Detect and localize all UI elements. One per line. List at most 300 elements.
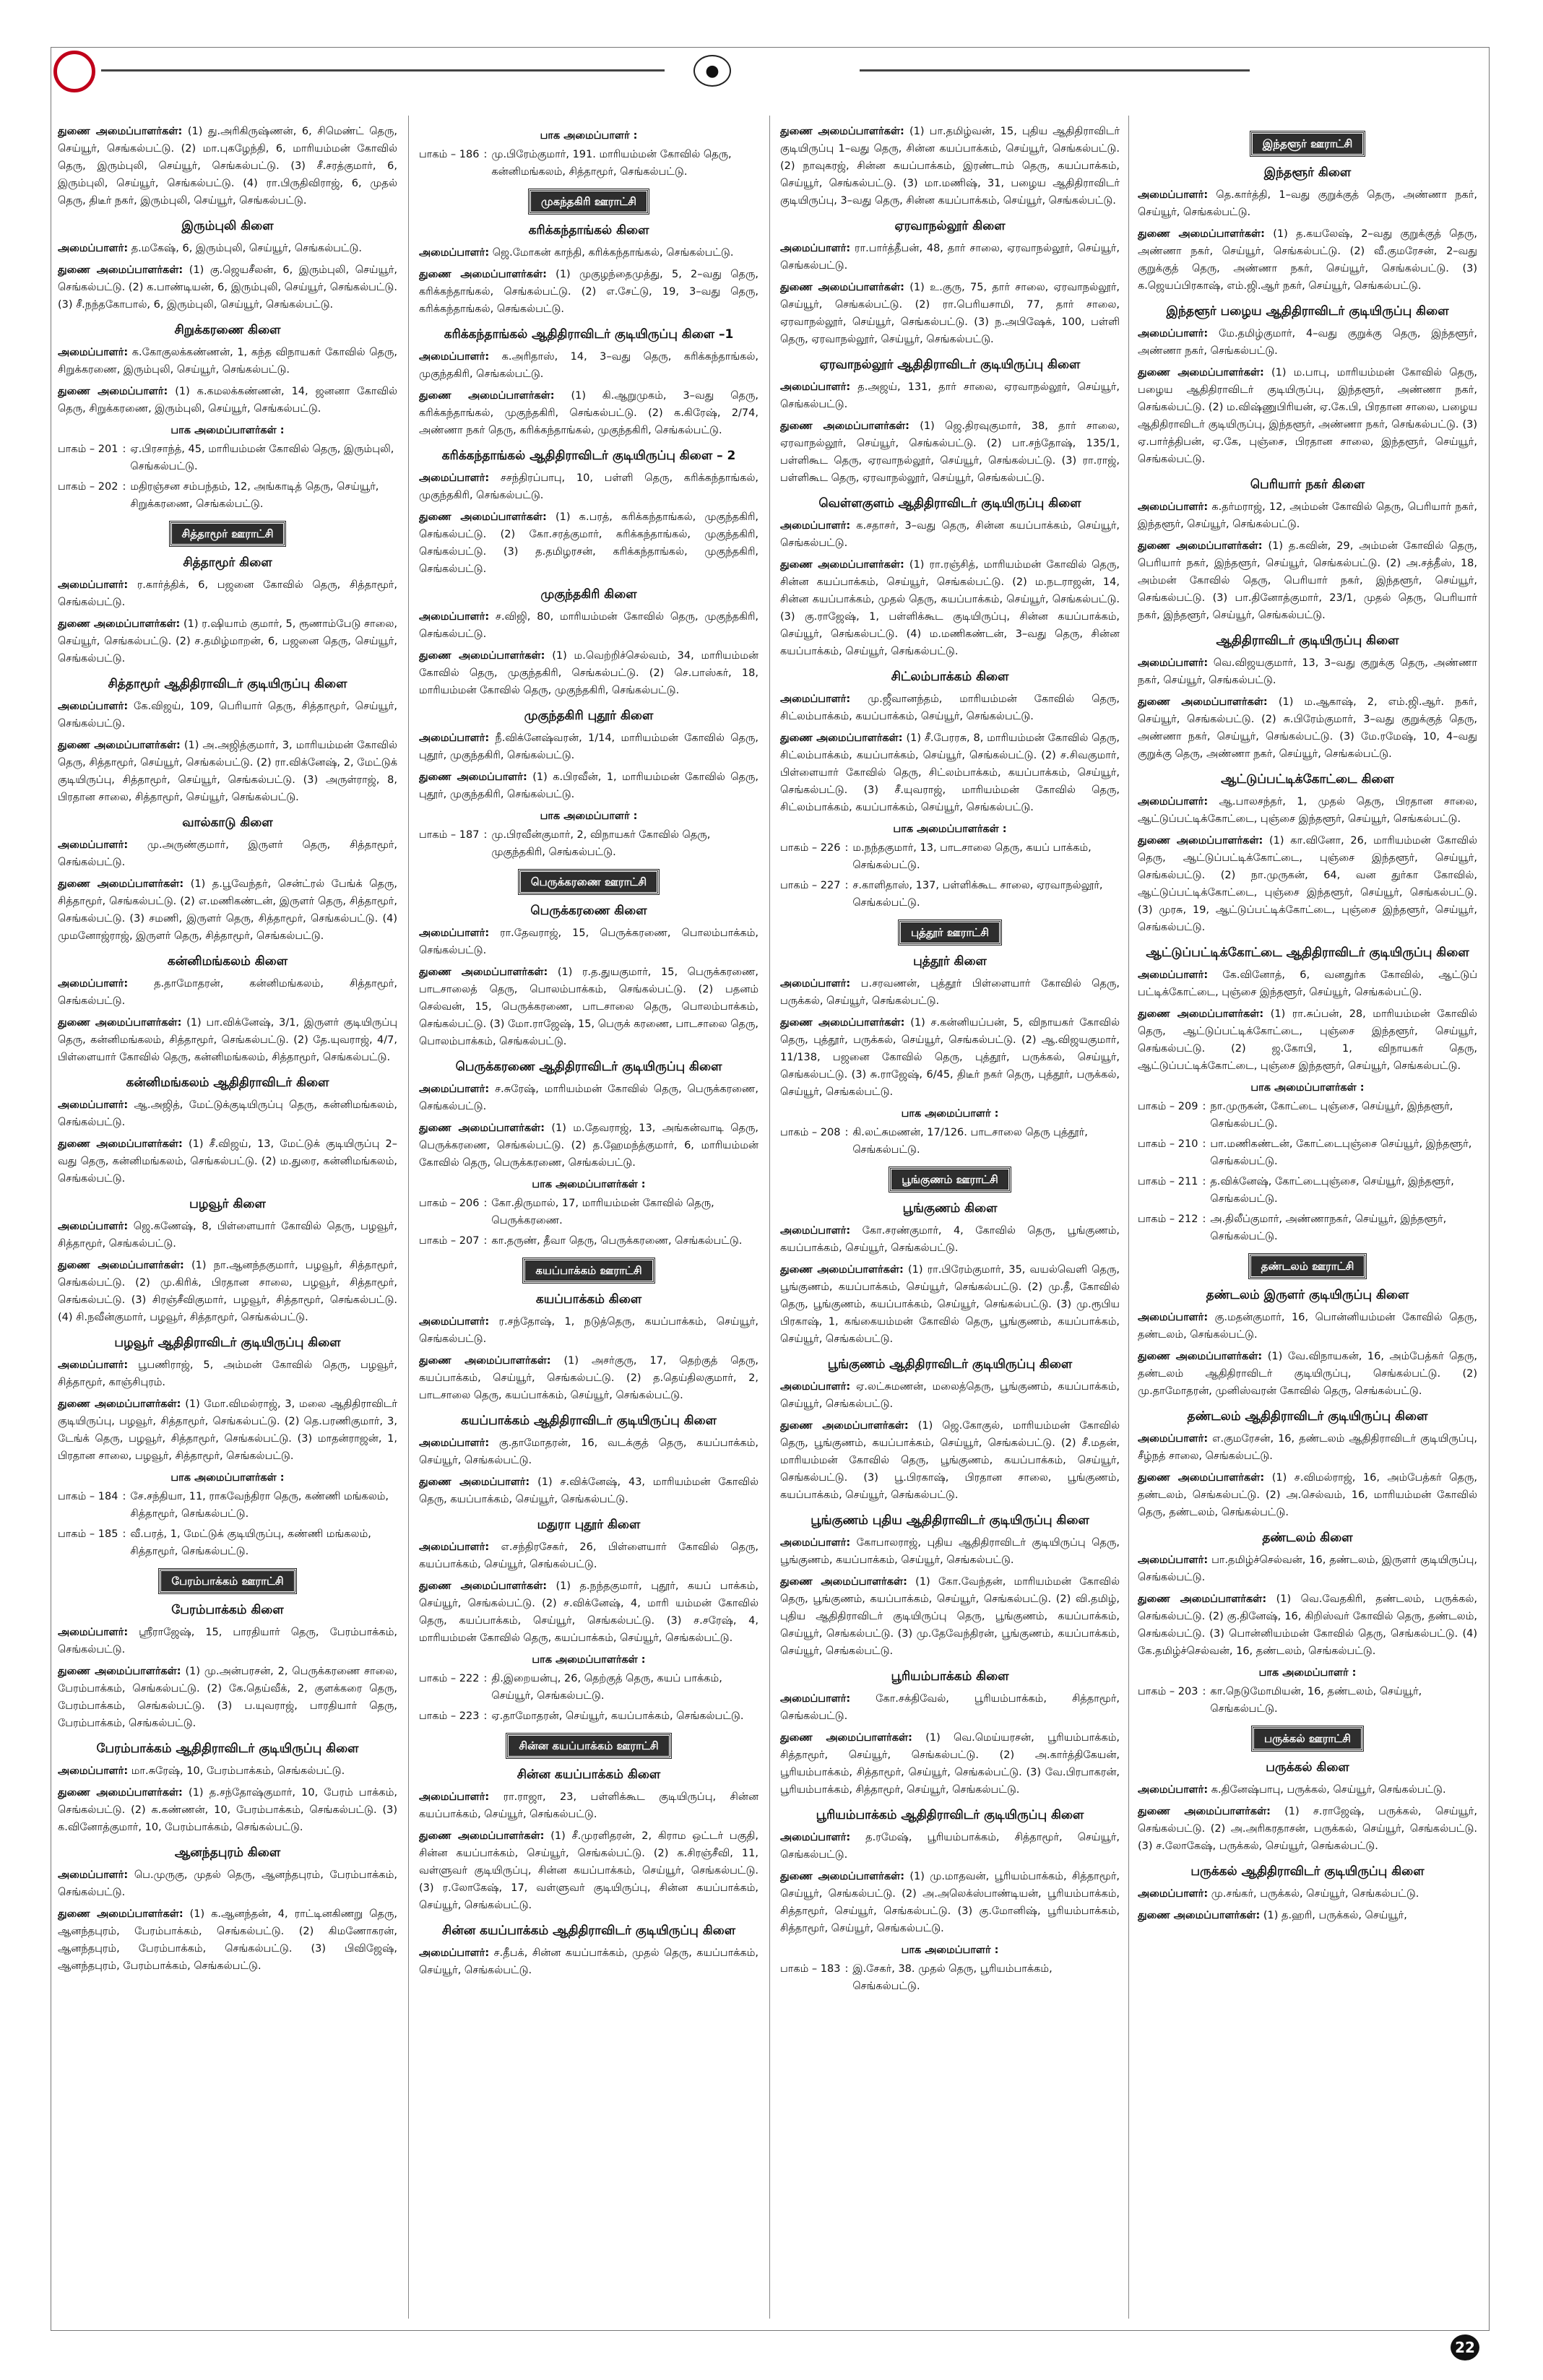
booth-colon: :: [1202, 1101, 1206, 1112]
role-label: அமைப்பாளர்:: [1138, 1554, 1209, 1566]
organizer-details: (1) ர.த.துயகுமார், 15, பெருக்கரணை, பாடசாலைத் தெரு, பொலம்பாக்கம், செங்கல்பட்டு. (2) பதனம் செல்வன், 15, பெருக்கரணை, பாடசாலை தெரு, பொலம்பாக்கம், செங்கல்பட்டு. (3) மோ.ராஜேஷ், 15, பெருக் கரணை, பாடசாலை தெரு, பொலம்பாக்கம், செங்கல்பட்டு.: [419, 966, 758, 1047]
booth-number: பாகம் – 187: [419, 829, 480, 841]
role-label: அமைப்பாளர்:: [780, 1381, 851, 1393]
organizer-entry: [419, 1435, 758, 1469]
organizer-details: பூபணிராஜ், 5, அம்மன் கோவில் தெரு, பழவூர், சித்தாமூர், காஞ்சிபுரம்.: [58, 1359, 397, 1388]
organizer-details: (1) வே.விநாயகன், 16, அம்பேத்கர் தெரு, தண்டலம் ஆதிதிராவிடர் குடியிருப்பு, செங்கல்பட்டு. (2) மு.தாமோதரன், முனிஸ்வரன் கோவில் தெரு, செங்கல்பட்டு.: [1138, 1351, 1477, 1397]
role-label: துணை அமைப்பாளர்கள்:: [58, 1787, 183, 1799]
booth-entry: [780, 1960, 1120, 1995]
organizer-entry: [419, 348, 758, 383]
booth-entry: [1138, 1683, 1477, 1718]
booth-organizer-details: கி.லட்சுமணன், 17/126. பாடசாலை தெரு புத்தூர், செங்கல்பட்டு.: [852, 1127, 1088, 1156]
organizer-details: கு.மதன்குமார், 16, பொன்னியம்மன் கோவில் தெரு, தண்டலம், செங்கல்பட்டு.: [1138, 1312, 1477, 1341]
organizer-details: (1) த.கயலேஷ், 2–வது குறுக்குத் தெரு, அண்ணா நகர், செய்யூர், செங்கல்பட்டு. (2) வீ.குமரேசன், 2–வது குறுக்குத் தெரு, அண்ணா நகர், செய்யூர், செங்கல்பட்டு. (3) க.ஜெயப்பிரகாஷ், எம்.ஜி.ஆர் நகர், செய்யூர், செங்கல்பட்டு.: [1138, 228, 1477, 292]
organizer-entry: [58, 1784, 397, 1836]
organizer-details: மா.சுரேஷ், 10, பேரம்பாக்கம், செங்கல்பட்டு.: [131, 1765, 345, 1777]
organizer-entry: [58, 123, 397, 209]
booth-colon: :: [483, 149, 488, 160]
booth-organizer-details: ச.காளிதாஸ், 137, பள்ளிக்கூட சாலை, ஏரவாநல்லூர், செங்கல்பட்டு.: [852, 880, 1103, 909]
organizer-entry: [780, 691, 1120, 725]
organizer-entry: [1138, 1781, 1477, 1799]
branch-heading: இரும்புலி கிளை: [181, 219, 274, 233]
role-label: துணை அமைப்பாளர்கள்:: [780, 559, 904, 571]
organizer-details: ச.விஜி, 80, மாரியம்மன் கோவில் தெரு, முகுந்தகிரி, செங்கல்பட்டு.: [419, 611, 758, 640]
organizer-entry: [58, 1356, 397, 1391]
booth-entry: [58, 478, 397, 513]
role-label: அமைப்பாளர்:: [780, 243, 851, 254]
organizer-details: (1) ர.ஷியாம் குமார், 5, ரூணாம்பேடு சாலை, செய்யூர், செங்கல்பட்டு. (2) ச.தமிழ்மாறன், 6, பஜனை தெரு, செய்யூர், செங்கல்பட்டு.: [58, 618, 397, 665]
organizer-details: (1) நா.ஆனந்தகுமார், பழவூர், சித்தாமூர், செங்கல்பட்டு. (2) மு.கிரிக், பிரதான சாலை, பழவூர், சித்தாமூர், செங்கல்பட்டு. (3) சிரஞ்சீவிகுமார், பழவூர், சித்தாமூர், செங்கல்பட்டு. (4) சி.நவீன்குமார், பழவூர், சித்தாமூர், செங்கல்பட்டு.: [58, 1260, 397, 1323]
role-label: அமைப்பாளர்:: [58, 701, 129, 712]
organizer-entry: [419, 1944, 758, 1979]
organizer-entry: [780, 556, 1120, 660]
organizer-details: ர.கார்த்திக், 6, பஜனை கோவில் தெரு, சித்தாமூர், செங்கல்பட்டு.: [58, 579, 397, 608]
organizer-entry: [58, 1014, 397, 1066]
branch-heading: சின்ன கயப்பாக்கம் கிளை: [517, 1767, 661, 1782]
organizer-details: (1) த.ஹரி, பருக்கல், செய்யூர்,: [1263, 1910, 1407, 1921]
organizer-details: (1) மோ.விமல்ராஜ், 3, மலை ஆதிதிராவிடர் குடியிருப்பு, பழவூர், சித்தாமூர், செங்கல்பட்டு. (2) தெ.பரணிகுமார், 3, டேங்க் தெரு, பழவூர், சித்தாமூர், செங்கல்பட்டு. (3) மாதன்ராஜன், 1, பிரதான சாலை, பழவூர், சித்தாமூர், செங்கல்பட்டு.: [58, 1398, 397, 1462]
organizer-details: பா.தமிழ்ச்செல்வன், 16, தண்டலம், இருளர் குடியிருப்பு, செங்கல்பட்டு.: [1138, 1554, 1477, 1583]
panchayat-section-banner: பருக்கல் ஊராட்சி: [1252, 1726, 1363, 1751]
header-rule-left: [101, 69, 665, 72]
booth-organizer-details: அ.திலீப்குமார், அண்ணாநகர், செய்யூர், இந்தளூர், செங்கல்பட்டு.: [1210, 1213, 1447, 1242]
branch-heading: ஆனந்தபுரம் கிளை: [174, 1845, 281, 1860]
branch-heading: ஏரவாநல்லூர் கிளை: [894, 219, 1006, 233]
role-label: அமைப்பாளர்:: [58, 978, 129, 990]
organizer-details: ரா.தேவராஜ், 15, பெருக்கரணை, பொலம்பாக்கம், செங்கல்பட்டு.: [419, 927, 758, 956]
role-label: அமைப்பாளர்:: [58, 243, 129, 254]
branch-heading: தண்டலம் கிளை: [1262, 1531, 1353, 1545]
booth-colon: :: [122, 1491, 126, 1502]
organizer-entry: [1138, 498, 1477, 533]
organizer-entry: [780, 1417, 1120, 1504]
booth-colon: :: [1202, 1686, 1206, 1697]
organizer-entry: [419, 1120, 758, 1172]
page-number: 22: [1451, 2334, 1479, 2360]
organizer-entry: [780, 1573, 1120, 1660]
organizer-details: (1) ச.விமல்ராஜ், 16, அம்பேத்கர் தெரு, தண்டலம், செங்கல்பட்டு. (2) அ.செல்வம், 16, மாரியம்மன் கோவில் தெரு, தண்டலம், செங்கல்பட்டு.: [1138, 1472, 1477, 1518]
role-label: துணை அமைப்பாளர்கள்:: [1138, 540, 1263, 552]
organizer-details: (1) த.பூவேந்தர், சென்ட்ரல் பேங்க் தெரு, சித்தாமூர், செங்கல்பட்டு. (2) எ.மணிகண்டன், இருளர் தெரு, சித்தாமூர், செங்கல்பட்டு. (3) சமணி, இருளர் தெரு, சித்தாமூர், செங்கல்பட்டு. (4) முமனோஜ்ராஜ், இருளர் தெரு, சித்தாமூர், செங்கல்பட்டு.: [58, 878, 397, 942]
role-label: துணை அமைப்பாளர்கள்:: [419, 1355, 551, 1367]
branch-heading: ஆட்டுப்பட்டிக்கோட்டை கிளை: [1221, 772, 1394, 787]
role-label: துணை அமைப்பாளர்கள்:: [1138, 1593, 1267, 1605]
organizer-details: எ.குமரேசன், 16, தண்டலம் ஆதிதிராவிடர் குடியிருப்பு, சீழ்நத் சாலை, செங்கல்பட்டு.: [1138, 1433, 1477, 1462]
organizer-details: ஜெ.மோகன் காந்தி, கரிக்கந்தாங்கல், செங்கல்பட்டு.: [492, 247, 734, 259]
booth-number: பாகம் – 202: [58, 481, 118, 493]
branch-heading: இந்தளூர் பழைய ஆதிதிராவிடர் குடியிருப்பு கிளை: [1166, 304, 1449, 319]
role-label: அமைப்பாளர்:: [419, 732, 490, 744]
organizer-entry: [419, 1539, 758, 1573]
organizer-details: (1) ரா.ரஞ்சித், மாரியம்மன் கோவில் தெரு, சின்ன கயப்பாக்கம், செய்யூர், செங்கல்பட்டு. (2) ம.நடராஜன், 14, சின்ன கயப்பாக்கம், முதல் தெரு, கயப்பாக்கம், செய்யூர், செங்கல்பட்டு. (3) கு.ராஜேஷ், 1, பள்ளிக்கூட குடியிருப்பு, சின்ன கயப்பாக்கம், செய்யூர், செங்கல்பட்டு. (4) ம.மணிகண்டன், 3–வது தெரு, சின்ன கயப்பாக்கம், செய்யூர், செங்கல்பட்டு.: [780, 559, 1120, 657]
organizer-entry: [419, 244, 758, 261]
organizer-entry: [1138, 325, 1477, 360]
branch-heading: பருக்கல் ஆதிதிராவிடர் குடியிருப்பு கிளை: [1190, 1864, 1425, 1879]
booth-organizers-subheading: பாக அமைப்பாளர்கள் :: [170, 425, 285, 436]
organizer-details: தெ.கார்த்தி, 1–வது குறுக்குத் தெரு, அண்ணா நகர், செய்யூர், செங்கல்பட்டு.: [1138, 189, 1477, 218]
role-label: துணை அமைப்பாளர்கள்:: [58, 264, 183, 276]
role-label: துணை அமைப்பாளர்கள்:: [1138, 1351, 1263, 1362]
role-label: துணை அமைப்பாளர்:: [58, 386, 168, 397]
booth-number: பாகம் – 208: [780, 1127, 841, 1138]
organizer-entry: [58, 875, 397, 945]
role-label: துணை அமைப்பாளர்கள்:: [419, 966, 548, 978]
booth-organizer-details: இ.சேகர், 38. முதல் தெரு, பூரியம்பாக்கம், செங்கல்பட்டு.: [852, 1963, 1053, 1992]
role-label: துணை அமைப்பாளர்கள்:: [1138, 1008, 1264, 1020]
booth-organizer-details: கா.தருண், தீவா தெரு, பெருக்கரணை, செங்கல்பட்டு.: [491, 1235, 743, 1247]
branch-heading: பெரியார் நகர் கிளை: [1250, 477, 1365, 492]
organizer-entry: [780, 240, 1120, 274]
organizer-entry: [780, 1261, 1120, 1348]
organizer-details: ஸ்ரீராஜேஷ், 15, பாரதியார் தெரு, பேரம்பாக்கம், செங்கல்பட்டு.: [58, 1627, 397, 1656]
branch-heading: பூங்குணம் ஆதிதிராவிடர் குடியிருப்பு கிளை: [827, 1357, 1073, 1372]
organizer-entry: [419, 1827, 758, 1914]
role-label: துணை அமைப்பாளர்கள்:: [780, 1017, 905, 1029]
role-label: அமைப்பாளர்:: [780, 520, 851, 532]
booth-organizer-details: மு.பிரவீன்குமார், 2, விநாயகர் கோவில் தெரு, முகுந்தகிரி, செங்கல்பட்டு.: [491, 829, 711, 858]
organizer-details: த.அஜய், 131, தார் சாலை, ஏரவாநல்லூர், செய்யூர், செங்கல்பட்டு.: [780, 381, 1120, 410]
organizer-details: த.மகேஷ், 6, இரும்புலி, செய்யூர், செங்கல்பட்டு.: [131, 243, 363, 254]
role-label: துணை அமைப்பாளர்கள்:: [1138, 1806, 1271, 1817]
booth-entry: [1138, 1135, 1477, 1170]
booth-entry: [780, 839, 1120, 874]
branch-heading: முகுந்தகிரி புதூர் கிளை: [524, 709, 654, 723]
booth-entry: [419, 826, 758, 861]
role-label: அமைப்பாளர்:: [780, 1225, 851, 1237]
role-label: அமைப்பாளர்:: [419, 1947, 490, 1959]
booth-colon: :: [1202, 1176, 1206, 1187]
booth-organizer-details: தி.இறையன்பு, 26, தெற்குத் தெரு, கயப் பாக்கம், செய்யூர், செங்கல்பட்டு.: [491, 1673, 722, 1702]
role-label: துணை அமைப்பாளர்கள்:: [1138, 696, 1268, 708]
organizer-entry: [419, 647, 758, 699]
booth-organizer-details: மு.பிரேம்குமார், 191. மாரியம்மன் கோவில் தெரு, கன்னிமங்கலம், சித்தாமூர், செங்கல்பட்டு.: [491, 149, 732, 178]
organizer-details: (1) மு.அன்பரசன், 2, பெருக்கரணை சாலை, பேரம்பாக்கம், செங்கல்பட்டு. (2) கே.தெய்வீக், 2, குளக்கரை தெரு, பேரம்பாக்கம், செங்கல்பட்டு. (3) ப.யுவராஜ், பாரதியார் தெரு, பேரம்பாக்கம், செங்கல்பட்டு.: [58, 1666, 397, 1729]
role-label: அமைப்பாளர்:: [419, 472, 490, 484]
booth-entry: [58, 1488, 397, 1523]
booth-organizers-subheading: பாக அமைப்பாளர் :: [540, 810, 638, 822]
branch-heading: வால்காடு கிளை: [182, 815, 273, 830]
booth-colon: :: [483, 1710, 488, 1722]
role-label: அமைப்பாளர்:: [1138, 189, 1209, 201]
organizer-entry: [419, 1313, 758, 1348]
role-label: துணை அமைப்பாளர்கள்:: [58, 618, 181, 630]
organizer-details: (1) ரா.பிரேம்குமார், 35, வயல்வெளி தெரு, பூங்குணம், கயப்பாக்கம், செய்யூர், செங்கல்பட்டு. (2) மு.தீ, கோவில் தெரு, பூங்குணம், கயப்பாக்கம், செய்யூர், செங்கல்பட்டு. (3) மு.ரூபிய பிரகாஷ், 1, கங்கையம்மன் கோவில் தெரு, பூங்குணம், கயப்பாக்கம், செய்யூர், செங்கல்பட்டு.: [780, 1264, 1120, 1345]
panchayat-section-banner: தண்டலம் ஊராட்சி: [1249, 1254, 1367, 1278]
organizer-details: (1) க.கமலக்கண்ணன், 14, ஜனனா கோவில் தெரு, சிறுக்கரணை, இரும்புலி, செய்யூர், செங்கல்பட்டு.: [58, 386, 397, 415]
booth-colon: :: [122, 1528, 126, 1540]
organizer-entry: [419, 387, 758, 439]
booth-colon: :: [844, 880, 849, 891]
role-label: அமைப்பாளர்:: [1138, 657, 1209, 669]
branch-heading: தண்டலம் ஆதிதிராவிடர் குடியிருப்பு கிளை: [1187, 1409, 1428, 1424]
role-label: அமைப்பாளர்:: [1138, 969, 1209, 981]
booth-organizer-details: ம.நந்தகுமார், 13, பாடசாலை தெரு, கயப் பாக்கம், செங்கல்பட்டு.: [852, 842, 1092, 871]
organizer-entry: [58, 615, 397, 667]
booth-number: பாகம் – 227: [780, 880, 841, 891]
organizer-details: ஜெ.கணேஷ், 8, பிள்ளையார் கோவில் தெரு, பழவூர், சித்தாமூர், செங்கல்பட்டு.: [58, 1221, 397, 1250]
role-label: துணை அமைப்பாளர்கள்:: [58, 126, 183, 137]
branch-heading: சித்தாமூர் ஆதிதிராவிடர் குடியிருப்பு கிளை: [108, 677, 347, 691]
booth-colon: :: [844, 842, 849, 854]
organizer-entry: [780, 517, 1120, 552]
organizer-entry: [1138, 1591, 1477, 1660]
organizer-entry: [1138, 966, 1477, 1001]
role-label: துணை அமைப்பாளர்கள்:: [58, 1138, 183, 1150]
role-label: அமைப்பாளர்:: [1138, 1312, 1209, 1323]
organizer-entry: [1138, 693, 1477, 763]
organizer-entry: [780, 1534, 1120, 1569]
organizer-details: சசந்திரப்பாபு, 10, பள்ளி தெரு, கரிக்கந்தாங்கல், முகுந்தகிரி, செங்கல்பட்டு.: [419, 472, 758, 501]
organizer-entry: [419, 509, 758, 578]
branch-heading: சிறுக்கரணை கிளை: [174, 323, 281, 337]
role-label: துணை அமைப்பாளர்கள்:: [58, 1260, 184, 1271]
booth-colon: :: [1202, 1213, 1206, 1225]
organizer-details: கோ.சக்திவேல், பூரியம்பாக்கம், சித்தாமூர், செங்கல்பட்டு.: [780, 1693, 1120, 1722]
organizer-entry: [1138, 537, 1477, 624]
branch-heading: பருக்கல் கிளை: [1266, 1760, 1349, 1775]
organizer-entry: [58, 1135, 397, 1187]
booth-organizer-details: சே.சந்தியா, 11, ராகவேந்திரா தெரு, கண்ணி மங்கலம், சித்தாமூர், செங்கல்பட்டு.: [130, 1491, 389, 1520]
organizer-details: (1) வெ.வேதகிரி, தண்டலம், பருக்கல், செங்கல்பட்டு. (2) கு.தினேஷ், 16, கிறிஸ்வர் கோவில் தெரு, தண்டலம், செங்கல்பட்டு. (3) பொன்னியம்மன் கோவில் தெரு, செங்கல்பட்டு. (4) கே.தமிழ்ச்செல்வன், 16, தண்டலம், செங்கல்பட்டு.: [1138, 1593, 1477, 1657]
organizer-entry: [780, 975, 1120, 1010]
role-label: அமைப்பாளர்:: [58, 579, 129, 591]
branch-heading: மதுரா புதூர் கிளை: [537, 1518, 641, 1532]
organizer-details: ரா.பார்த்தீபன், 48, தார் சாலை, ஏரவாநல்லூர், செய்யூர், செங்கல்பட்டு.: [780, 243, 1120, 272]
booth-colon: :: [122, 443, 126, 455]
booth-number: பாகம் – 209: [1138, 1101, 1198, 1112]
organizer-entry: [780, 378, 1120, 413]
role-label: அமைப்பாளர்:: [780, 1693, 851, 1705]
role-label: அமைப்பாளர்:: [58, 839, 129, 851]
role-label: அமைப்பாளர்:: [419, 1316, 490, 1328]
organizer-entry: [419, 1578, 758, 1647]
booth-organizer-details: வீ.பரத், 1, மேட்டுக் குடியிருப்பு, கண்ணி மங்கலம், சித்தாமூர், செங்கல்பட்டு.: [130, 1528, 371, 1557]
branch-heading: சித்தாமூர் கிளை: [183, 555, 272, 570]
organizer-entry: [1138, 1552, 1477, 1586]
role-label: அமைப்பாளர்:: [1138, 1784, 1209, 1796]
branch-heading: கன்னிமங்கலம் ஆதிதிராவிடர் கிளை: [126, 1076, 329, 1090]
organizer-details: க.கோகுலக்கண்ணன், 1, கந்த விநாயகர் கோவில் தெரு, சிறுக்கரணை, இரும்புலி, செய்யூர், செங்கல்பட்டு.: [58, 347, 397, 376]
organizer-details: (1) சீ.பேரரசு, 8, மாரியம்மன் கோவில் தெரு, சிட்லம்பாக்கம், கயப்பாக்கம், செய்யூர், செங்கல்பட்டு. (2) ச.சிவகுமார், பிள்ளையார் கோவில் தெரு, சிட்லம்பாக்கம், கயப்பாக்கம், செய்யூர், செங்கல்பட்டு. (3) சீ.யுவராஜ், மாரியம்மன் கோவில் தெரு, சிட்லம்பாக்கம், கயப்பாக்கம், செய்யூர், செங்கல்பட்டு.: [780, 732, 1120, 813]
organizer-entry: [419, 730, 758, 764]
organizer-details: த.ரமேஷ், பூரியம்பாக்கம், சித்தாமூர், செய்யூர், செங்கல்பட்டு.: [780, 1832, 1120, 1861]
role-label: துணை அமைப்பாளர்கள்:: [780, 1264, 904, 1276]
organizer-details: கே.வினோத், 6, வனதுர்க கோவில், ஆட்டுப் பட்டிக்கோட்டை, புஞ்சை இந்தளூர், செய்யூர், செங்கல்பட்டு.: [1138, 969, 1477, 998]
organizer-entry: [58, 1096, 397, 1131]
role-label: துணை அமைப்பாளர்கள்:: [58, 740, 181, 751]
role-label: அமைப்பாளர்:: [780, 381, 851, 393]
role-label: துணை அமைப்பாளர்கள்:: [419, 269, 547, 280]
organizer-entry: [780, 1868, 1120, 1937]
role-label: அமைப்பாளர்:: [58, 1765, 129, 1777]
organizer-details: (1) ம.பாபு, மாரியம்மன் கோவில் தெரு, பழைய ஆதிதிராவிடர் குடியிருப்பு, இந்தளூர், அண்ணா நகர், செங்கல்பட்டு. (2) ம.விஷ்ணுபிரியன், ஏ.கே.பி, பிரதான சாலை, பழைய ஆதிதிராவிடர் குடியிருப்பு, இந்தளூர், அண்ணா நகர், செங்கல்பட்டு. (3) ஏ.பார்த்திபன், ஏ.கே, புஞ்சை, பிரதான சாலை, இந்தளூர், செய்யூர், செங்கல்பட்டு.: [1138, 367, 1477, 465]
branch-heading: புத்தூர் கிளை: [913, 954, 987, 969]
booth-number: பாகம் – 226: [780, 842, 841, 854]
role-label: அமைப்பாளர்:: [1138, 328, 1209, 339]
role-label: துணை அமைப்பாளர்கள்:: [780, 126, 904, 137]
emblem-icon: ●: [693, 55, 731, 87]
booth-entry: [1138, 1173, 1477, 1208]
organizer-entry: [1138, 186, 1477, 221]
organizer-entry: [1138, 1885, 1477, 1903]
booth-number: பாகம் – 183: [780, 1963, 841, 1975]
organizer-entry: [1138, 364, 1477, 468]
branch-heading: பேரம்பாக்கம் ஆதிதிராவிடர் குடியிருப்பு கிளை: [96, 1741, 359, 1756]
organizer-details: (1) சீ.முரளிதரன், 2, கிராம ஒட்டர் பகுதி, சின்ன கயப்பாக்கம், செய்யூர், செங்கல்பட்டு. (2) க.சிரஞ்சீவி, 11, வள்ளுவர் குடியிருப்பு, சின்ன கயப்பாக்கம், செய்யூர், செங்கல்பட்டு. (3) ர.லோகேஷ், 17, வள்ளுவர் குடியிருப்பு, சின்ன கயப்பாக்கம், செய்யூர், செங்கல்பட்டு.: [419, 1830, 758, 1911]
organizer-details: (1) ரா.சுப்பன், 28, மாரியம்மன் கோவில் தெரு, ஆட்டுப்பட்டிக்கோட்டை, புஞ்சை இந்தளூர், செய்யூர், செங்கல்பட்டு. (2) ஜ.கோபி, 1, விநாயகர் தெரு, ஆட்டுப்பட்டிக்கோட்டை, புஞ்சை இந்தளூர், செய்யூர், செங்கல்பட்டு.: [1138, 1008, 1477, 1072]
booth-colon: :: [483, 1673, 488, 1684]
organizer-entry: [58, 975, 397, 1010]
role-label: துணை அமைப்பாளர்கள்:: [1138, 835, 1263, 847]
branch-heading: கன்னிமங்கலம் கிளை: [167, 954, 288, 969]
panchayat-section-banner: பெருக்கரணை ஊராட்சி: [519, 870, 659, 894]
organizer-entry: [58, 383, 397, 417]
role-label: துணை அமைப்பாளர்:: [419, 1476, 530, 1488]
header-rule-right: [860, 69, 1250, 72]
organizer-entry: [1138, 793, 1477, 828]
organizer-entry: [1138, 654, 1477, 689]
organizer-entry: [419, 964, 758, 1050]
role-label: அமைப்பாளர்:: [419, 611, 490, 623]
panchayat-section-banner: புத்தூர் ஊராட்சி: [899, 920, 1001, 945]
branch-heading: இந்தளூர் கிளை: [1263, 165, 1352, 180]
role-label: அமைப்பாளர்:: [419, 1791, 490, 1803]
booth-organizers-subheading: பாக அமைப்பாளர்கள் :: [893, 823, 1007, 835]
organizer-details: பெ.முருகு, முதல் தெரு, ஆனந்தபுரம், பேரம்பாக்கம், செங்கல்பட்டு.: [58, 1869, 397, 1898]
branch-heading: கரிக்கந்தாங்கல் கிளை: [528, 223, 649, 238]
role-label: துணை அமைப்பாளர்கள்:: [419, 650, 545, 662]
column-divider: [769, 116, 770, 2319]
booth-organizers-subheading: பாக அமைப்பாளர் :: [901, 1108, 999, 1120]
branch-heading: கயப்பாக்கம் கிளை: [535, 1292, 642, 1307]
organizer-details: ச.சுரேஷ், மாரியம்மன் கோவில் தெரு, பெருக்கரணை, செங்கல்பட்டு.: [419, 1083, 758, 1112]
booth-colon: :: [483, 829, 488, 841]
organizer-details: க.அரிதாஸ், 14, 3–வது தெரு, கரிக்கந்தாங்கல், முகுந்தகிரி, செங்கல்பட்டு.: [419, 351, 758, 380]
role-label: அமைப்பாளர்:: [780, 1537, 851, 1549]
branch-heading: வெள்ளகுளம் ஆதிதிராவிடர் குடியிருப்பு கிளை: [818, 496, 1081, 511]
booth-number: பாகம் – 222: [419, 1673, 480, 1684]
organizer-details: (1) ச.விக்னேஷ், 43, மாரியம்மன் கோவில் தெரு, கயப்பாக்கம், செய்யூர், செங்கல்பட்டு.: [419, 1476, 758, 1505]
booth-number: பாகம் – 206: [419, 1198, 480, 1209]
organizer-entry: [58, 698, 397, 732]
booth-organizer-details: நா.முருகன், கோட்டை புஞ்சை, செய்யூர், இந்தளூர், செங்கல்பட்டு.: [1210, 1101, 1453, 1130]
booth-colon: :: [483, 1235, 488, 1247]
branch-heading: சின்ன கயப்பாக்கம் ஆதிதிராவிடர் குடியிருப்பு கிளை: [441, 1924, 736, 1938]
column-4: [1138, 123, 1477, 2311]
organizer-entry: [780, 417, 1120, 487]
organizer-details: ஏ.லட்சுமணன், மலைத்தெரு, பூங்குணம், கயப்பாக்கம், செய்யூர், செங்கல்பட்டு.: [780, 1381, 1120, 1410]
panchayat-section-banner: பூங்குணம் ஊராட்சி: [889, 1167, 1011, 1192]
column-divider: [408, 116, 409, 2319]
booth-organizer-details: மதிரஞ்சன சம்பந்தம், 12, அங்காடித் தெரு, செய்யூர், சிறுக்கரணை, செங்கல்பட்டு.: [130, 481, 379, 510]
organizer-entry: [58, 1395, 397, 1465]
organizer-entry: [58, 737, 397, 806]
organizer-details: நீ.விக்னேஷ்வரன், 1/14, மாரியம்மன் கோவில் தெரு, புதூர், முகுந்தகிரி, செங்கல்பட்டு.: [419, 732, 758, 761]
organizer-entry: [1138, 1469, 1477, 1521]
organizer-details: ர.சந்தோஷ், 1, நடுத்தெரு, கயப்பாக்கம், செய்யூர், செங்கல்பட்டு.: [419, 1316, 758, 1345]
branch-heading: ஏரவாநல்லூர் ஆதிதிராவிடர் குடியிருப்பு கிளை: [819, 358, 1081, 372]
role-label: துணை அமைப்பாளர்கள்:: [58, 1908, 183, 1920]
role-label: அமைப்பாளர்:: [1138, 796, 1209, 808]
role-label: அமைப்பாளர்:: [58, 1359, 129, 1371]
booth-organizer-details: த.விக்னேஷ், கோட்டைபுஞ்சை, செய்யூர், இந்தளூர், செங்கல்பட்டு.: [1210, 1176, 1454, 1205]
organizer-entry: [58, 261, 397, 313]
organizer-entry: [58, 1905, 397, 1975]
organizer-details: (1) அ.அஜித்குமார், 3, மாரியம்மன் கோவில் தெரு, சித்தாமூர், செய்யூர், செங்கல்பட்டு. (2) ரா.விக்னேஷ், 2, மேட்டுக் குடியிருப்பு, சித்தாமூர், செய்யூர், செங்கல்பட்டு. (3) அருள்ராஜ், 8, பிரதான சாலை, சித்தாமூர், செய்யூர், செங்கல்பட்டு.: [58, 740, 397, 803]
organizer-details: க.சதாசர், 3–வது தெரு, சின்ன கயப்பாக்கம், செய்யூர், செங்கல்பட்டு.: [780, 520, 1120, 549]
role-label: அமைப்பாளர்:: [1138, 1433, 1209, 1445]
organizer-entry: [419, 1352, 758, 1404]
branch-heading: பூங்குணம் கிளை: [902, 1201, 998, 1216]
panchayat-section-banner: கயப்பாக்கம் ஊராட்சி: [523, 1258, 654, 1283]
organizer-details: (1) உ.குரு, 75, தார் சாலை, ஏரவாநல்லூர், செய்யூர், செங்கல்பட்டு. (2) ரா.பெரியசாமி, 77, தார் சாலை, ஏரவாநல்லூர், செய்யூர், செங்கல்பட்டு. (3) ந.அபிஷேக், 100, பள்ளி தெரு, ஏரவாநல்லூர், செய்யூர், செங்கல்பட்டு.: [780, 282, 1120, 345]
organizer-entry: [1138, 1430, 1477, 1465]
organizer-entry: [58, 240, 397, 257]
role-label: அமைப்பாளர்:: [780, 693, 851, 705]
organizer-details: த.தாமோதரன், கன்னிமங்கலம், சித்தாமூர், செங்கல்பட்டு.: [58, 978, 397, 1007]
branch-heading: பழவூர் கிளை: [189, 1197, 266, 1211]
role-label: துணை அமைப்பாளர்கள்:: [419, 1122, 545, 1134]
role-label: துணை அமைப்பாளர்கள்:: [780, 732, 903, 744]
organizer-entry: [58, 1866, 397, 1901]
organizer-entry: [780, 1829, 1120, 1864]
booth-colon: :: [1202, 1138, 1206, 1150]
role-label: அமைப்பாளர்:: [58, 1221, 129, 1232]
panchayat-section-banner: சின்ன கயப்பாக்கம் ஊராட்சி: [506, 1734, 670, 1758]
organizer-details: கோ.சரண்குமார், 4, கோவில் தெரு, பூங்குணம், கயப்பாக்கம், செய்யூர், செங்கல்பட்டு.: [780, 1225, 1120, 1254]
organizer-details: (1) பா.தமிழ்வன், 15, புதிய ஆதிதிராவிடர் குடியிருப்பு 1–வது தெரு, சின்ன கயப்பாக்கம், செய்யூர், செங்கல்பட்டு. (2) நாவுகரஜ், சின்ன கயப்பாக்கம், இரண்டாம் தெரு, கயப்பாக்கம், செய்யூர், செங்கல்பட்டு. (3) மா.மணிஷ், 31, பழைய ஆதிதிராவிடர் குடியிருப்பு, 3–வது தெரு, சின்ன கயப்பாக்கம், செய்யூர், செங்கல்பட்டு.: [780, 126, 1120, 207]
role-label: அமைப்பாளர்:: [58, 347, 129, 358]
organizer-details: (1) மு.மாதவன், பூரியம்பாக்கம், சித்தாமூர், செய்யூர், செங்கல்பட்டு. (2) அ.அலெக்ஸ்பாண்டியன், பூரியம்பாக்கம், சித்தாமூர், செய்யூர், செங்கல்பட்டு. (3) கு.மோனிஷ், பூரியம்பாக்கம், சித்தாமூர், செய்யூர், செங்கல்பட்டு.: [780, 1871, 1120, 1934]
column-2: [419, 123, 758, 2311]
organizer-entry: [419, 266, 758, 318]
role-label: துணை அமைப்பாளர்கள்:: [780, 282, 904, 293]
organizer-entry: [1138, 225, 1477, 295]
role-label: அமைப்பாளர்:: [780, 1832, 851, 1843]
role-label: அமைப்பாளர்:: [58, 1099, 129, 1111]
booth-organizer-details: ஏ.பிரசாந்த், 45, மாரியம்மன் கோவில் தெரு, இரும்புலி, செங்கல்பட்டு.: [130, 443, 394, 472]
organizer-details: வெ.விஜயகுமார், 13, 3–வது குறுக்கு தெரு, அண்ணா நகர், செய்யூர், செங்கல்பட்டு.: [1138, 657, 1477, 686]
role-label: துணை அமைப்பாளர்கள்:: [58, 1398, 181, 1410]
organizer-entry: [419, 1788, 758, 1823]
column-divider: [1128, 116, 1129, 2319]
branch-heading: ஆதிதிராவிடர் குடியிருப்பு கிளை: [1216, 633, 1399, 648]
booth-organizer-details: ஏ.தாமோதரன், செய்யூர், கயப்பாக்கம், செங்கல்பட்டு.: [491, 1710, 744, 1722]
branch-heading: பூரியம்பாக்கம் ஆதிதிராவிடர் குடியிருப்பு கிளை: [816, 1808, 1084, 1822]
organizer-entry: [780, 730, 1120, 816]
booth-organizers-subheading: பாக அமைப்பாளர்கள் :: [170, 1472, 285, 1484]
organizer-entry: [1138, 832, 1477, 936]
organizer-entry: [1138, 1803, 1477, 1855]
booth-number: பாகம் – 201: [58, 443, 118, 455]
booth-organizers-subheading: பாக அமைப்பாளர் :: [1258, 1667, 1357, 1679]
role-label: துணை அமைப்பாளர்கள்:: [1138, 1910, 1261, 1921]
organizer-entry: [1138, 1348, 1477, 1400]
role-label: அமைப்பாளர்:: [419, 247, 490, 259]
role-label: துணை அமைப்பாளர்:: [419, 771, 527, 783]
role-label: அமைப்பாளர்:: [1138, 501, 1209, 513]
organizer-entry: [58, 836, 397, 871]
booth-entry: [419, 1708, 758, 1725]
organizer-entry: [58, 1663, 397, 1732]
organizer-details: கே.விஜய், 109, பெரியார் தெரு, சித்தாமூர், செய்யூர், செங்கல்பட்டு.: [58, 701, 397, 730]
organizer-details: ஆ.அஜித், மேட்டுக்குடியிருப்பு தெரு, கன்னிமங்கலம், செங்கல்பட்டு.: [58, 1099, 397, 1128]
header-circle-logo: [53, 51, 95, 92]
organizer-entry: [780, 1690, 1120, 1725]
booth-number: பாகம் – 210: [1138, 1138, 1198, 1150]
role-label: அமைப்பாளர்:: [419, 1437, 490, 1449]
role-label: துணை அமைப்பாளர்கள்:: [58, 878, 184, 890]
